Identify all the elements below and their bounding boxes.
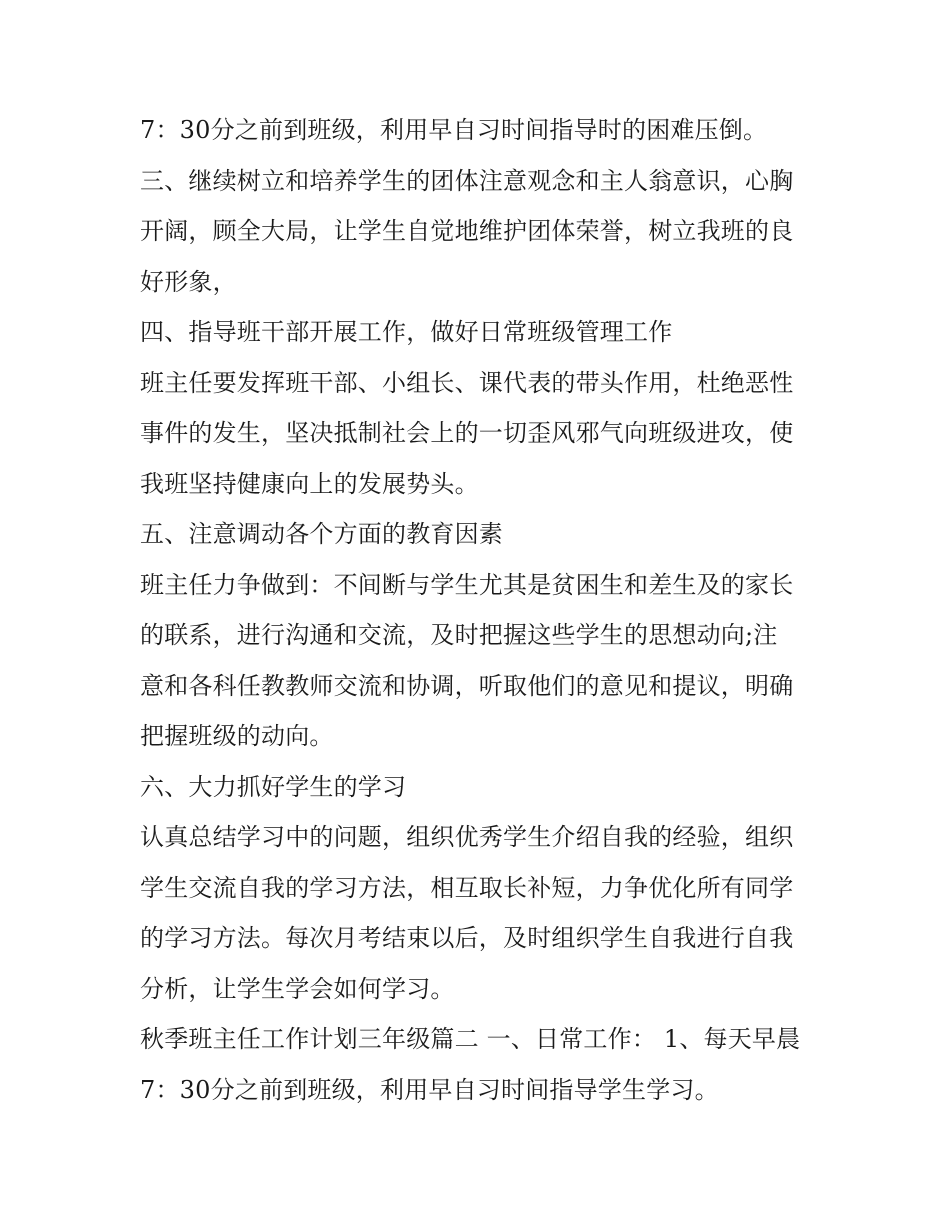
text-line-16: 学生交流自我的学习方法，相互取长补短，力争优化所有同学 xyxy=(140,874,794,902)
text-line-6: 班主任要发挥班干部、小组长、课代表的带头作用，杜绝恶性 xyxy=(140,369,794,397)
text-line-4: 好形象， xyxy=(140,268,237,296)
text-line-1: 7：30分之前到班级，利用早自习时间指导时的困难压倒。 xyxy=(140,116,768,144)
text-line-19: 秋季班主任工作计划三年级篇二 一、日常工作： 1、每天早晨 xyxy=(140,1025,801,1053)
text-line-3: 开阔，顾全大局，让学生自觉地维护团体荣誉，树立我班的良 xyxy=(140,217,794,245)
text-line-15: 认真总结学习中的问题，组织优秀学生介绍自我的经验，组织 xyxy=(140,823,794,851)
text-line-11: 的联系，进行沟通和交流，及时把握这些学生的思想动向;注 xyxy=(140,621,778,649)
text-line-20: 7：30分之前到班级，利用早自习时间指导学生学习。 xyxy=(140,1076,719,1104)
text-line-18: 分析，让学生学会如何学习。 xyxy=(140,975,455,1003)
text-line-12: 意和各科任教教师交流和协调，听取他们的意见和提议，明确 xyxy=(140,672,794,700)
text-line-7: 事件的发生，坚决抵制社会上的一切歪风邪气向班级进攻，使 xyxy=(140,419,794,447)
text-line-17: 的学习方法。每次月考结束以后，及时组织学生自我进行自我 xyxy=(140,924,794,952)
text-line-10: 班主任力争做到：不间断与学生尤其是贫困生和差生及的家长 xyxy=(140,571,794,599)
text-line-2: 三、继续树立和培养学生的团体注意观念和主人翁意识，心胸 xyxy=(140,167,794,195)
text-line-13: 把握班级的动向。 xyxy=(140,722,334,750)
section-heading-6: 六、大力抓好学生的学习 xyxy=(140,773,407,801)
text-line-8: 我班坚持健康向上的发展势头。 xyxy=(140,470,479,498)
section-heading-4: 四、指导班干部开展工作，做好日常班级管理工作 xyxy=(140,318,673,346)
section-heading-5: 五、注意调动各个方面的教育因素 xyxy=(140,520,503,548)
